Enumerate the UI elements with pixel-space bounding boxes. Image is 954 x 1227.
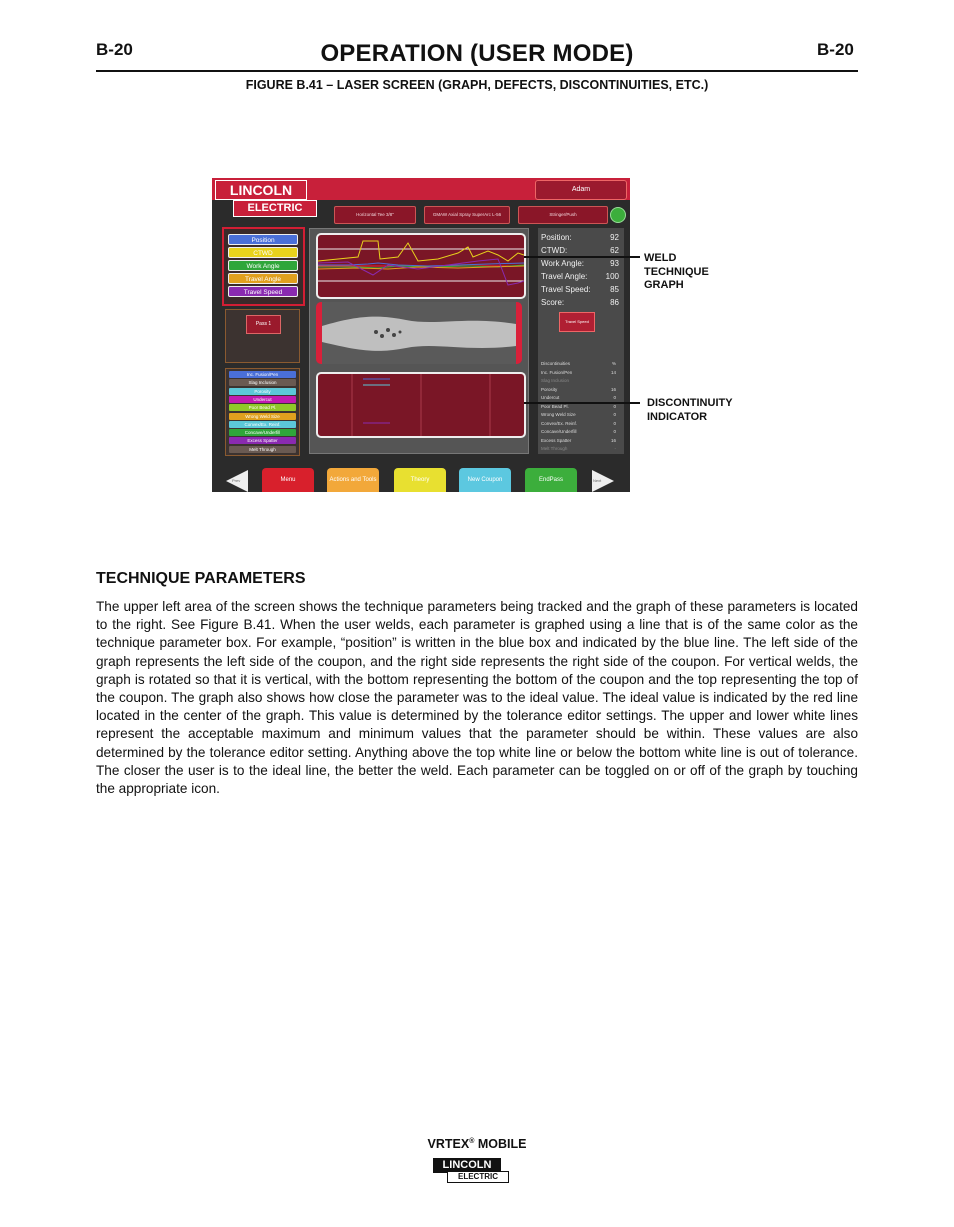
discontinuity-row bbox=[541, 411, 619, 420]
registered-mark: ® bbox=[469, 1137, 475, 1145]
score-row bbox=[541, 271, 619, 283]
weld-technique-graph bbox=[316, 233, 526, 299]
score-value: 92 bbox=[610, 233, 619, 242]
param-work-angle-button[interactable]: Work Angle bbox=[228, 260, 298, 271]
defect-button[interactable]: Poor Bead Pl. bbox=[229, 404, 296, 411]
param-travel-angle-button[interactable]: Travel Angle bbox=[228, 273, 298, 284]
discontinuity-leader-line bbox=[524, 402, 640, 404]
callout-line: DISCONTINUITY bbox=[647, 397, 733, 409]
callout-line: GRAPH bbox=[644, 279, 684, 291]
discontinuity-label: Excess Spatter bbox=[541, 437, 572, 443]
technique-button[interactable]: Stringer/Push bbox=[518, 206, 608, 224]
discontinuity-value: 0 bbox=[613, 412, 616, 417]
footer-lincoln-logo bbox=[433, 1158, 513, 1186]
discontinuity-label: Inc. Fusion/Pen bbox=[541, 369, 573, 375]
callout-line: INDICATOR bbox=[647, 410, 708, 423]
discontinuity-indicator-callout bbox=[647, 397, 733, 424]
score-label: Travel Speed: bbox=[541, 285, 591, 294]
score-toggle-button[interactable]: Travel Speed bbox=[559, 312, 595, 332]
process-button[interactable]: GMAW Axial Spray SuperArc L-56 bbox=[424, 206, 510, 224]
score-panel bbox=[538, 228, 624, 454]
section-heading: TECHNIQUE PARAMETERS bbox=[96, 570, 306, 587]
defect-button[interactable]: Convex/Ex. Reinf. bbox=[229, 421, 296, 428]
discontinuity-value: - bbox=[614, 446, 616, 451]
discontinuity-row bbox=[541, 420, 619, 429]
score-label: Travel Angle: bbox=[541, 272, 588, 281]
score-value: 62 bbox=[610, 246, 619, 255]
page-title: OPERATION (USER MODE) bbox=[320, 40, 634, 67]
footer-product-suffix: MOBILE bbox=[474, 1137, 527, 1151]
defect-button[interactable]: Melt Through bbox=[229, 446, 296, 453]
score-row bbox=[541, 297, 619, 309]
discontinuity-value: 0 bbox=[613, 429, 616, 434]
discontinuity-value: 0 bbox=[613, 420, 616, 426]
pass-button[interactable]: Pass 1 bbox=[246, 315, 281, 334]
discontinuity-label: Wrong Weld Size bbox=[541, 412, 576, 417]
prev-label: Prev bbox=[232, 478, 241, 483]
score-row bbox=[541, 258, 619, 270]
lincoln-electric-logo bbox=[215, 180, 315, 216]
footer-logo-bottom: ELECTRIC bbox=[447, 1171, 509, 1183]
defect-button[interactable]: Excess Spatter bbox=[229, 437, 296, 444]
header-rule bbox=[96, 70, 858, 72]
menu-button[interactable]: Menu bbox=[262, 468, 314, 492]
score-value: 100 bbox=[605, 272, 619, 281]
laser-screen-figure bbox=[212, 178, 630, 492]
defect-button[interactable]: Inc. Fusion/Pen bbox=[229, 371, 296, 378]
discontinuity-row bbox=[541, 369, 619, 378]
callout-line: TECHNIQUE bbox=[644, 265, 709, 278]
discontinuity-value: 14 bbox=[610, 369, 616, 375]
defect-button[interactable]: Undercut bbox=[229, 396, 296, 403]
theory-button[interactable]: Theory bbox=[394, 468, 446, 492]
discontinuity-label: Poor Bead Pl. bbox=[541, 403, 569, 409]
pass-panel bbox=[225, 309, 300, 363]
logo-bottom: ELECTRIC bbox=[233, 200, 317, 217]
defects-panel bbox=[225, 368, 300, 456]
discontinuity-row bbox=[541, 360, 619, 369]
discontinuity-graph bbox=[316, 372, 526, 438]
score-label: Work Angle: bbox=[541, 259, 584, 268]
end-pass-button[interactable]: EndPass bbox=[525, 468, 577, 492]
defect-button[interactable]: Wrong Weld Size bbox=[229, 413, 296, 420]
discontinuity-row bbox=[541, 386, 619, 395]
score-value: 86 bbox=[610, 298, 619, 307]
defect-button[interactable]: Porosity bbox=[229, 388, 296, 395]
discontinuity-label: Convex/Ex. Reinf. bbox=[541, 420, 578, 426]
actions-and-tools-button[interactable]: Actions and Tools bbox=[327, 468, 379, 492]
weld-technique-graph-callout bbox=[644, 252, 709, 293]
page-number-right: B-20 bbox=[817, 40, 854, 59]
discontinuity-label: Slag Inclusion bbox=[541, 378, 570, 383]
weld-bead-image bbox=[316, 302, 522, 364]
score-label: Score: bbox=[541, 298, 565, 307]
score-value: 93 bbox=[610, 259, 619, 268]
score-label: CTWD: bbox=[541, 246, 568, 255]
new-coupon-button[interactable]: New Coupon bbox=[459, 468, 511, 492]
discontinuity-row bbox=[541, 428, 619, 437]
discontinuity-label: Melt Through bbox=[541, 446, 568, 451]
score-row bbox=[541, 284, 619, 296]
footer-product bbox=[0, 1137, 954, 1151]
body-paragraph: The upper left area of the screen shows the technique parameters being tracked and the graph of these parameters is located to the right. See Figure B.41. When the user welds, each parameter is graphed using a line that is of the same color as the technique parameter box. For example, “position” is written in the blue box and indicated by the blue line. The left side of the graph represents the left side of the coupon, and the right side represents the right side of the coupon. For vertical welds, the graph is rotated so that it is vertical, with the bottom representing the bottom of the coupon and the top representing the top of the coupon. The graph also shows how close the parameter was to the ideal value. The ideal value is indicated by the red line located in the center of the graph. This value is determined by the tolerance editor settings. The upper and lower white lines represent the acceptable maximum and minimum values that the parameter should be within. These values are also determined by the tolerance editor setting. Anything above the top white line or below the bottom white line is out of tolerance. The closer the user is to the ideal line, the better the weld. Each parameter can be toggled on or off of the graph by touching the appropriate icon. bbox=[96, 599, 858, 797]
ctwd-series-line bbox=[318, 241, 524, 261]
discontinuity-value: 0 bbox=[613, 395, 616, 400]
score-value: 85 bbox=[610, 285, 619, 294]
footer-logo-top: LINCOLN bbox=[433, 1158, 501, 1173]
discontinuity-value: 16 bbox=[610, 386, 616, 392]
user-button[interactable]: Adam bbox=[535, 180, 627, 200]
callout-line: WELD bbox=[644, 252, 677, 264]
defect-button[interactable]: Concave/Underfill bbox=[229, 429, 296, 436]
footer-product-name: VRTEX bbox=[427, 1137, 470, 1151]
discontinuity-label: Discontinuities bbox=[541, 361, 571, 366]
discontinuity-value: % bbox=[611, 361, 616, 366]
joint-button[interactable]: Horizontal Tee 3/8" bbox=[334, 206, 416, 224]
page-number-left: B-20 bbox=[96, 40, 133, 59]
status-icon[interactable] bbox=[610, 207, 626, 223]
param-ctwd-button[interactable]: CTWD bbox=[228, 247, 298, 258]
defect-button[interactable]: Slag Inclusion bbox=[229, 379, 296, 386]
discontinuity-value: 16 bbox=[610, 437, 616, 443]
weld-graph-leader-line bbox=[524, 256, 640, 258]
discontinuity-row bbox=[541, 445, 619, 454]
figure-caption: FIGURE B.41 – LASER SCREEN (GRAPH, DEFECTS, DISCONTINUITIES, ETC.) bbox=[245, 78, 709, 92]
param-travel-speed-button[interactable]: Travel Speed bbox=[228, 286, 298, 297]
discontinuity-row bbox=[541, 437, 619, 446]
param-position-button[interactable]: Position bbox=[228, 234, 298, 245]
discontinuity-row bbox=[541, 377, 619, 386]
discontinuity-label: Undercut bbox=[541, 395, 560, 400]
discontinuity-label: Concave/Underfill bbox=[541, 429, 577, 434]
technique-parameters-panel bbox=[222, 227, 305, 306]
next-label: Next bbox=[593, 478, 602, 483]
discontinuity-label: Porosity bbox=[541, 386, 558, 392]
logo-top: LINCOLN bbox=[215, 180, 307, 200]
discontinuity-row bbox=[541, 403, 619, 412]
discontinuity-value: 0 bbox=[613, 403, 616, 409]
score-row bbox=[541, 232, 619, 244]
score-label: Position: bbox=[541, 233, 572, 242]
